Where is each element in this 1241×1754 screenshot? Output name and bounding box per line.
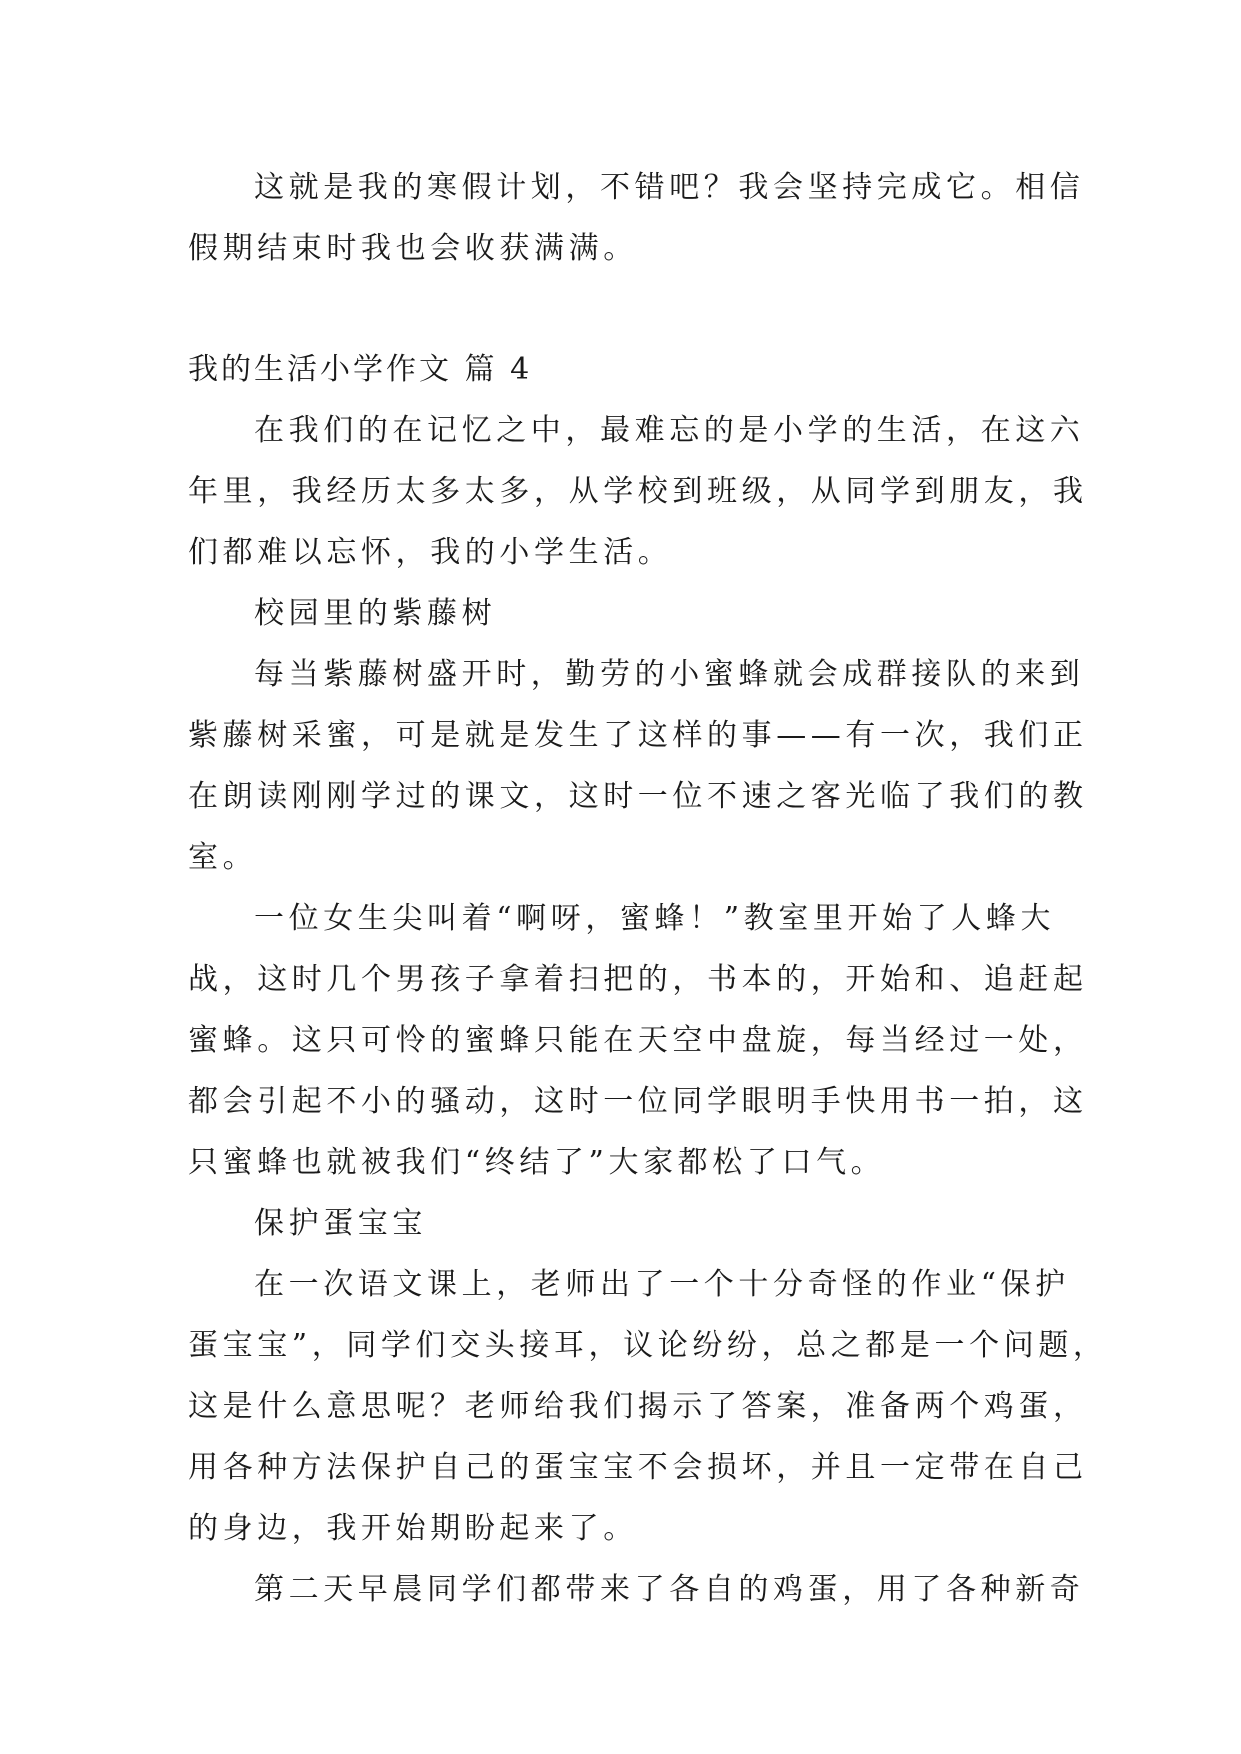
paragraph-line: 假期结束时我也会收获满满。 [188, 231, 638, 266]
paragraph-line: 紫藤树采蜜，可是就是发生了这样的事——有一次，我们正 [188, 718, 1088, 753]
paragraph-line: 们都难以忘怀，我的小学生活。 [188, 535, 673, 570]
section-spacer [188, 279, 1056, 339]
subheading: 保护蛋宝宝 [254, 1206, 427, 1241]
subheading: 校园里的紫藤树 [254, 596, 497, 631]
paragraph-line: 每当紫藤树盛开时，勤劳的小蜜蜂就会成群接队的来到 [254, 657, 1085, 692]
paragraph-line: 的身边，我开始期盼起来了。 [188, 1511, 638, 1546]
paragraph-line: 在朗读刚刚学过的课文，这时一位不速之客光临了我们的教 [188, 779, 1088, 814]
paragraph-line: 这就是我的寒假计划，不错吧？我会坚持完成它。相信 [254, 170, 1085, 205]
paragraph-line: 都会引起不小的骚动，这时一位同学眼明手快用书一拍，这 [188, 1084, 1088, 1119]
paragraph-line: 蜜蜂。这只可怜的蜜蜂只能在天空中盘旋，每当经过一处， [188, 1023, 1088, 1058]
paragraph-line: 在一次语文课上，老师出了一个十分奇怪的作业“保护 [254, 1267, 1070, 1302]
section-title: 我的生活小学作文 篇 4 [188, 352, 533, 387]
paragraph-line: 这是什么意思呢？老师给我们揭示了答案，准备两个鸡蛋， [188, 1389, 1088, 1424]
paragraph-line: 室。 [188, 840, 258, 875]
paragraph-line: 用各种方法保护自己的蛋宝宝不会损坏，并且一定带在自己 [188, 1450, 1088, 1485]
paragraph-line: 年里，我经历太多太多，从学校到班级，从同学到朋友，我 [188, 474, 1088, 509]
paragraph-line: 蛋宝宝”，同学们交头接耳，议论纷纷，总之都是一个问题， [188, 1328, 1108, 1363]
paragraph-line: 战，这时几个男孩子拿着扫把的，书本的，开始和、追赶起 [188, 962, 1088, 997]
paragraph-line: 只蜜蜂也就被我们“终结了”大家都松了口气。 [188, 1145, 886, 1180]
paragraph-line: 一位女生尖叫着“啊呀，蜜蜂！”教室里开始了人蜂大 [254, 901, 1056, 936]
paragraph-line: 在我们的在记忆之中，最难忘的是小学的生活，在这六 [254, 413, 1085, 448]
paragraph-line: 第二天早晨同学们都带来了各自的鸡蛋，用了各种新奇 [254, 1572, 1085, 1607]
document-page [188, 157, 1108, 1620]
